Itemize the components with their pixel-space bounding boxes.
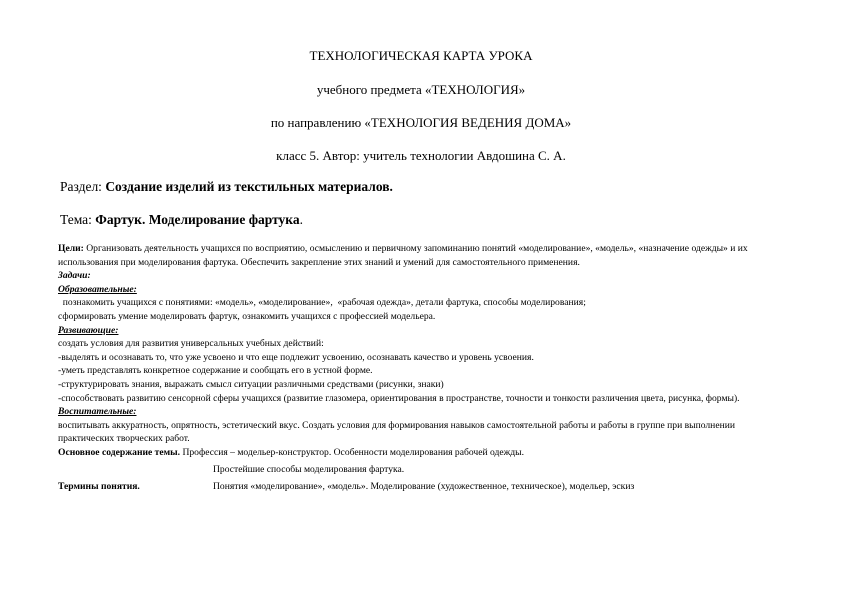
developmental-item: -структурировать знания, выражать смысл ситуации различными средствами (рисунки, знаки) [58, 378, 444, 390]
doc-title: ТЕХНОЛОГИЧЕСКАЯ КАРТА УРОКА [309, 48, 533, 63]
section-label: Раздел: [60, 179, 106, 194]
developmental-item: -выделять и осознавать то, что уже усвоено и что еще подлежит усвоению, осознавать качество и уровень усвоения. [58, 351, 534, 363]
educational-item: познакомить учащихся с понятиями: «модель», «моделирование», «рабочая одежда», детали фартука, способы моделирования; [58, 297, 586, 309]
content-paragraph [58, 446, 784, 460]
topic-end: . [299, 212, 304, 227]
upbringing-item: воспитывать аккуратность, опрятность, эстетический вкус. Создать условия для формирования навыков самостоятельной работы и работы в группе при выполнении практических творческих работ. [58, 419, 735, 445]
terms-row [58, 480, 784, 494]
section-heading [60, 178, 393, 195]
goals-label: Цели: [58, 243, 84, 254]
terms-label: Термины понятия. [58, 481, 140, 493]
content-label: Основное содержание темы. [58, 446, 181, 458]
lesson-body [58, 242, 784, 494]
developmental-label: Развивающие: [58, 324, 119, 336]
educational-item: сформировать умение моделировать фартук, ознакомить учащихся с профессией модельера. [58, 310, 436, 322]
content-line2: Простейшие способы моделирования фартука. [213, 463, 405, 475]
goals-paragraph [58, 242, 784, 269]
topic-heading [60, 211, 303, 228]
goals-text: Организовать деятельность учащихся по восприятию, осмыслению и первичному запоминанию понятий «моделирование», «модель», «назначение одежды» и их использования при моделирования фартука. Обеспечить закрепление этих знаний и умений для самостоятельного применения. [58, 243, 748, 268]
doc-author: класс 5. Автор: учитель технологии Авдошина С. А. [276, 148, 566, 163]
educational-label: Образовательные: [58, 283, 137, 295]
developmental-item: -уметь представлять конкретное содержание и сообщать его в устной форме. [58, 365, 373, 377]
doc-subject: учебного предмета «ТЕХНОЛОГИЯ» [316, 82, 526, 97]
developmental-item: -способствовать развитию сенсорной сферы учащихся (развитие глазомера, ориентирования в пространстве, точности и тонкости различения цвета, рисунка, формы). [58, 392, 740, 404]
tasks-label: Задачи: [58, 270, 91, 282]
topic-value: Фартук. Моделирование фартука [95, 212, 300, 227]
upbringing-label: Воспитательные: [58, 406, 137, 418]
section-value: Создание изделий из текстильных материалов. [105, 179, 393, 194]
developmental-item: создать условия для развития универсальных учебных действий: [58, 338, 324, 350]
content-line1: Профессия – модельер-конструктор. Особенности моделирования рабочей одежды. [180, 446, 525, 458]
doc-direction: по направлению «ТЕХНОЛОГИЯ ВЕДЕНИЯ ДОМА» [270, 115, 572, 130]
terms-value: Понятия «моделирование», «модель». Моделирование (художественное, техническое), модельер, эскиз [213, 481, 635, 493]
topic-label: Тема: [60, 212, 96, 227]
